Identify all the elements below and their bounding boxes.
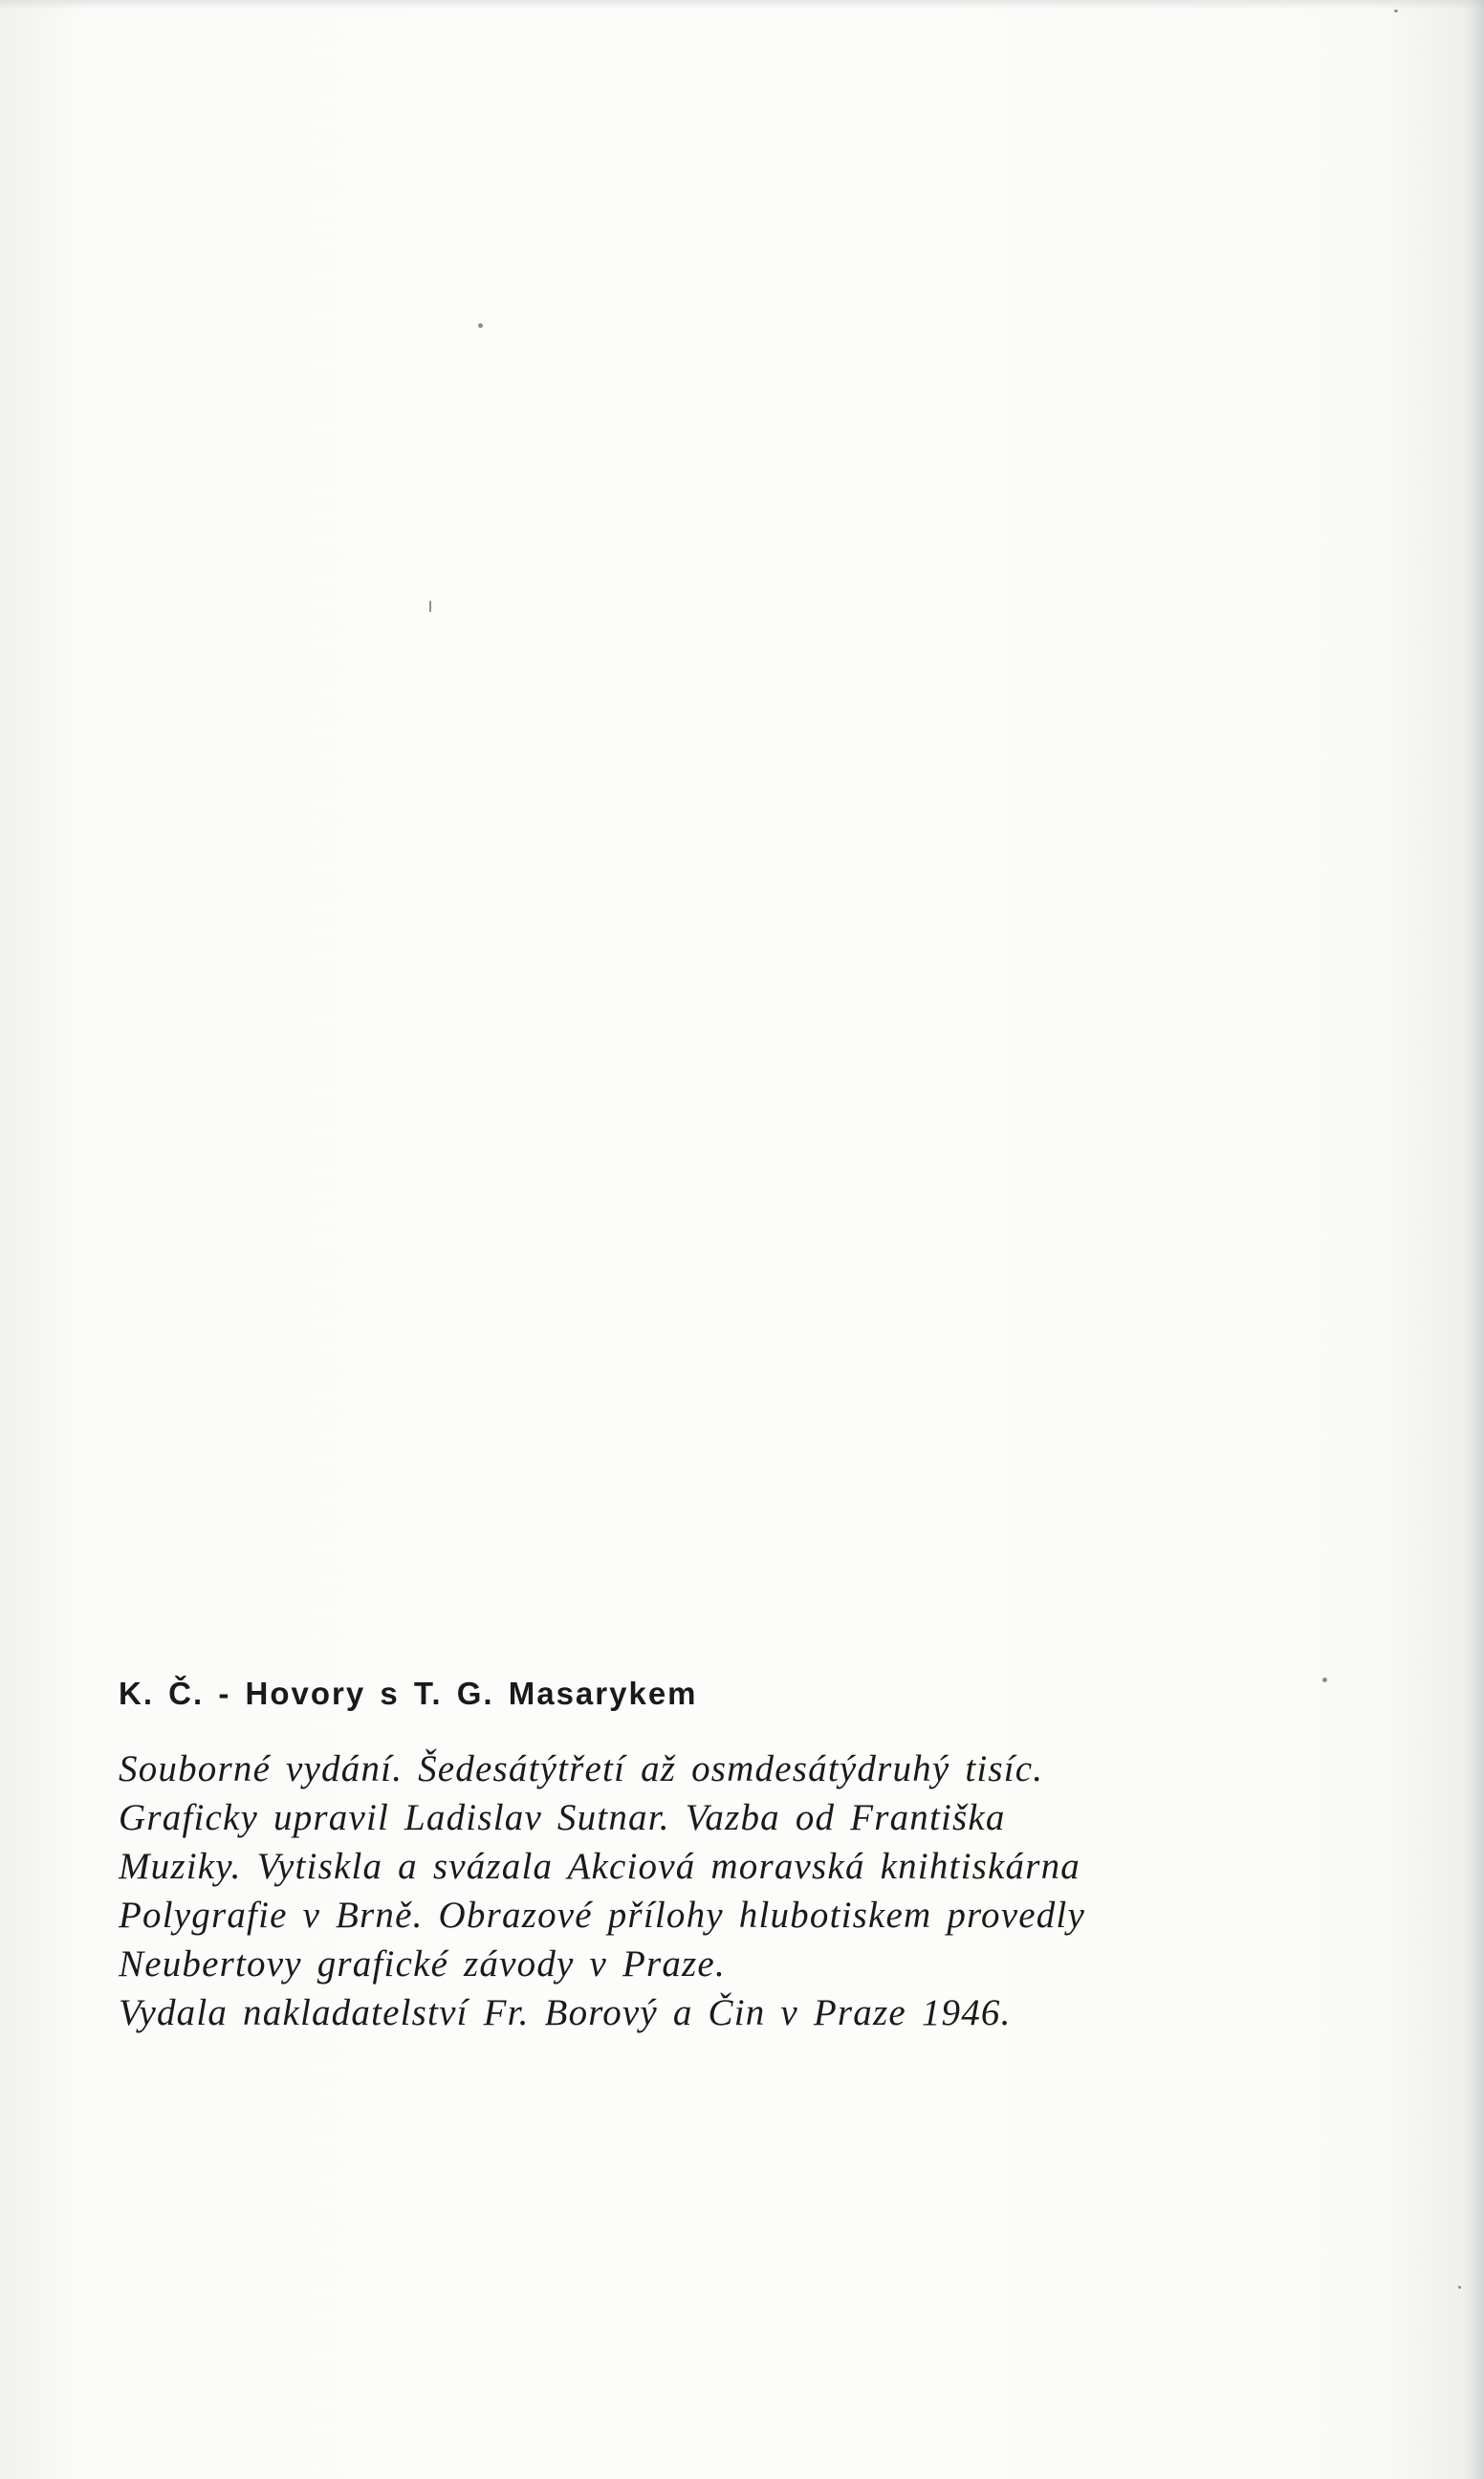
colophon-line: Graficky upravil Ladislav Sutnar. Vazba od Františka bbox=[119, 1797, 1006, 1838]
colophon bbox=[119, 1676, 1189, 2037]
colophon-line: Muziky. Vytiskla a svázala Akciová moravská knihtiskárna bbox=[119, 1846, 1080, 1887]
colophon-line: Vydala nakladatelství Fr. Borový a Čin v Praze 1946. bbox=[119, 1992, 1012, 2033]
colophon-text bbox=[119, 1744, 1189, 2037]
paper-speck bbox=[1458, 2286, 1461, 2289]
paper-speck bbox=[1322, 1678, 1327, 1682]
page-right-edge bbox=[1463, 0, 1484, 2479]
colophon-line: Souborné vydání. Šedesátýtřetí až osmdesátýdruhý tisíc. bbox=[119, 1748, 1044, 1789]
colophon-line: Polygrafie v Brně. Obrazové přílohy hlubotiskem provedly bbox=[119, 1895, 1085, 1936]
paper-speck bbox=[1394, 10, 1398, 12]
paper-speck bbox=[429, 601, 431, 612]
colophon-title: K. Č. - Hovory s T. G. Masarykem bbox=[119, 1676, 698, 1711]
paper-speck bbox=[478, 323, 483, 328]
page-top-shadow bbox=[0, 0, 1484, 10]
colophon-line: Neubertovy grafické závody v Praze. bbox=[119, 1943, 726, 1985]
